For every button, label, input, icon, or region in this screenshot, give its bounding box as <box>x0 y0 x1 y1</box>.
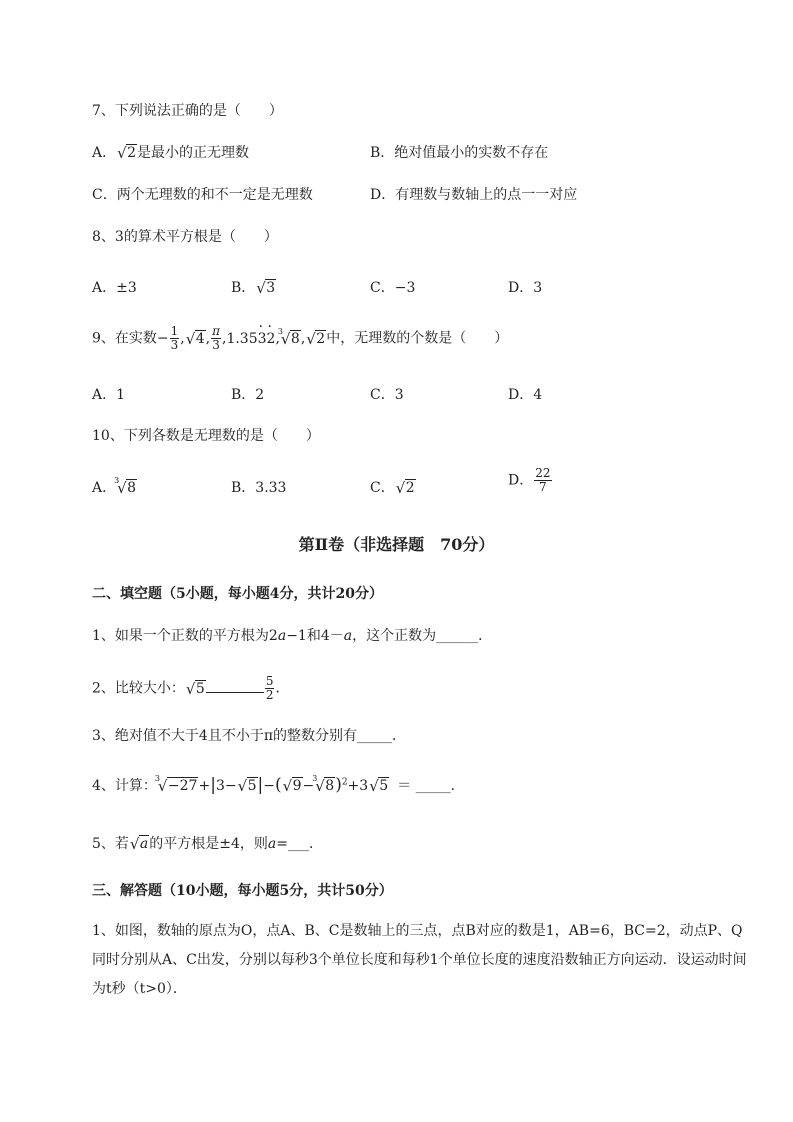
sqrt-symbol: √ 4 <box>185 329 205 348</box>
q10-option-c <box>370 477 416 497</box>
q8-option-d: D．3 <box>508 280 543 296</box>
q7-a-text: 是最小的正无理数 <box>137 145 250 161</box>
cube-root-symbol: 3 √ −27 <box>154 774 198 795</box>
fill-q4: 4、计算： 3 √ −27+|3− √ 5|−( √ 9− 3 √ 8)$^2$+3 √ 5 ＝ _____． <box>92 774 465 795</box>
fill-q5: 5、若 √ a的平方根是±4，则a=___． <box>92 835 324 853</box>
q10-option-d <box>508 467 553 494</box>
q8-option-b <box>231 277 276 297</box>
q10-c-prefix: C． <box>370 480 395 496</box>
sqrt-symbol: √ 9 <box>282 777 302 795</box>
fraction: $\frac{5}{2}$ <box>265 674 274 703</box>
q9-option-d: D．4 <box>508 387 543 403</box>
fill-q1: 1、如果一个正数的平方根为2a−1和4－a，这个正数为______． <box>92 628 493 644</box>
q7-option-c: C．两个无理数的和不一定是无理数 <box>92 187 313 203</box>
q8-option-a: A．±3 <box>92 280 137 296</box>
sqrt-symbol: √ 5 <box>369 777 389 795</box>
sqrt-symbol: √ 2 <box>306 329 326 348</box>
sqrt-symbol: √ a <box>129 835 149 853</box>
q8-b-prefix: B． <box>231 280 256 296</box>
part2-title: 第Ⅱ卷（非选择题 70分） <box>298 535 495 554</box>
q7-a-prefix: A． <box>92 145 117 161</box>
solve-q1: 1、如图，数轴的原点为O，点A、B、C是数轴上的三点，点B对应的数是1，AB=6，BC=2，动点P、Q同时分别从A、C出发，分别以每秒3个单位长度和每秒1个单位长度的速度沿数轴正方向运动．设运动时间为t秒（t>0）． <box>92 923 747 997</box>
fill-q2: 2、比较大小： √ 5 $\frac{5}{2}$ ． <box>92 674 290 703</box>
cube-root-symbol: 3 √ 8 <box>312 774 335 795</box>
repeating-decimal: 1.35· 3· 2 <box>226 331 275 347</box>
section2-title: 二、填空题（5小题，每小题4分，共计20分） <box>92 586 383 602</box>
q8-stem: 8、3的算术平方根是（ ） <box>92 229 278 245</box>
sqrt-symbol: √ 2 <box>117 144 137 162</box>
q8-option-c: C．−3 <box>370 280 416 296</box>
q7-option-a <box>92 142 249 162</box>
q9-suffix: 中，无理数的个数是（ ） <box>326 330 509 347</box>
answer-blank[interactable] <box>206 680 264 693</box>
fraction: $\frac{\pi}{3}$ <box>212 324 220 353</box>
sqrt-symbol: √ 5 <box>185 679 205 698</box>
q7-option-b: B．绝对值最小的实数不存在 <box>370 145 549 161</box>
cube-root-symbol: 3 √ 8 <box>114 476 137 497</box>
section3-title: 三、解答题（10小题，每小题5分，共计50分） <box>92 883 393 899</box>
q9-stem: 9、在实数− $\frac{1}{3}$ , √ 4, $\frac{\pi}{3}$ ,1.35· 3· 2, 3 √ 8, √ 2中，无理数的个数是（ ） <box>92 325 508 352</box>
q7-stem: 7、下列说法正确的是（ ） <box>92 103 283 119</box>
q9-prefix: 9、在实数− <box>92 330 169 347</box>
fraction: $\frac{1}{3}$ <box>170 324 179 353</box>
fraction: $\frac{22}{7}$ <box>535 466 551 495</box>
q10-stem: 10、下列各数是无理数的是（ ） <box>92 428 320 444</box>
sqrt-symbol: √ 5 <box>237 777 257 795</box>
q10-a-prefix: A． <box>92 480 117 496</box>
q7-option-d: D．有理数与数轴上的点一一对应 <box>370 187 578 203</box>
q9-option-b: B．2 <box>231 387 265 403</box>
sqrt-symbol: √ 2 <box>395 479 415 497</box>
q9-option-c: C．3 <box>370 387 404 403</box>
q10-option-b: B．3.33 <box>231 480 287 496</box>
q9-option-a: A．1 <box>92 387 126 403</box>
sqrt-symbol: √ 3 <box>256 279 276 297</box>
q10-option-a <box>92 477 137 497</box>
fill-q3: 3、绝对值不大于4且不小于π的整数分别有_____． <box>92 728 407 744</box>
q10-d-prefix: D． <box>508 472 534 489</box>
cube-root-symbol: 3 √ 8 <box>277 326 300 348</box>
